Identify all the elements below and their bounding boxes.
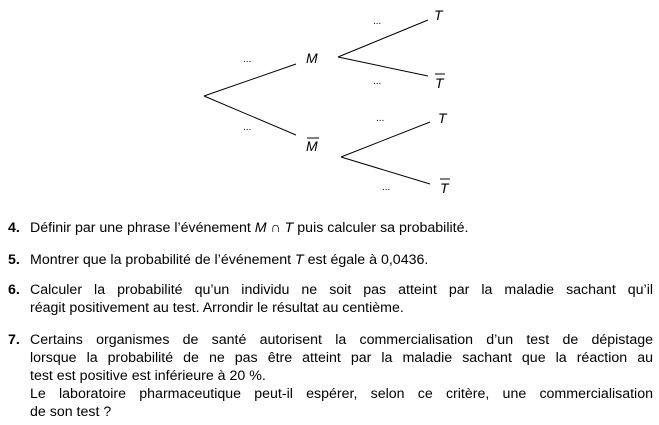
label-Mbar-to-Tbar: ... xyxy=(382,182,391,193)
question-line: Le laboratoire pharmaceutique peut-il espérer, selon ce critère, une commercialisation xyxy=(30,386,653,402)
label-root-to-M: ... xyxy=(243,54,252,65)
question-number: 4. xyxy=(8,220,20,236)
question-line: test est positive est inférieure à 20 %. xyxy=(30,368,266,384)
node-M: M xyxy=(306,50,318,66)
question-7 xyxy=(8,331,653,421)
question-5 xyxy=(8,251,653,269)
question-4 xyxy=(8,219,653,237)
branch-root-to-M xyxy=(204,64,296,96)
label-root-to-Mbar: ... xyxy=(243,122,252,133)
question-line: Calculer la probabilité qu’un individu ne soit pas atteint par la maladie sachant qu’il xyxy=(30,282,653,298)
branch-M-to-Tbar xyxy=(338,57,428,76)
question-text-part: Montrer que la probabilité de l’événement xyxy=(30,252,295,268)
label-M-to-T: ... xyxy=(373,16,382,27)
question-number: 7. xyxy=(8,332,20,348)
question-text-part: est égale à 0,0436. xyxy=(303,252,429,268)
probability-tree xyxy=(0,0,659,210)
node-T-bar-after-M-bar: T xyxy=(440,180,449,196)
branch-M-to-T xyxy=(338,20,428,57)
math-event-T: T xyxy=(295,252,304,268)
branch-Mbar-to-Tbar xyxy=(341,157,430,184)
branch-Mbar-to-T xyxy=(341,122,430,157)
question-number: 6. xyxy=(8,282,20,298)
question-line: de son test ? xyxy=(30,404,112,420)
node-T-after-M: T xyxy=(434,7,443,23)
question-text-part: Définir par une phrase l’événement xyxy=(30,220,255,236)
question-line: Certains organismes de santé autorisent la commercialisation d’un test de dépistage xyxy=(30,332,653,348)
label-M-to-Tbar: ... xyxy=(373,76,382,87)
question-text xyxy=(30,251,653,269)
label-Mbar-to-T: ... xyxy=(376,113,385,124)
question-text-part: puis calculer sa probabilité. xyxy=(293,220,469,236)
node-T-bar-after-M: T xyxy=(435,75,444,91)
node-T-after-M-bar: T xyxy=(438,110,447,126)
question-text xyxy=(30,219,653,237)
node-M-bar: M xyxy=(306,138,318,154)
question-6 xyxy=(8,281,653,317)
question-number: 5. xyxy=(8,252,20,268)
math-intersection: M ∩ T xyxy=(254,220,294,236)
question-text xyxy=(30,331,653,421)
question-line: lorsque la probabilité de ne pas être atteint par la maladie sachant que la réaction au xyxy=(30,350,653,366)
question-text xyxy=(30,281,653,317)
question-line: réagit positivement au test. Arrondir le résultat au centième. xyxy=(30,300,404,316)
